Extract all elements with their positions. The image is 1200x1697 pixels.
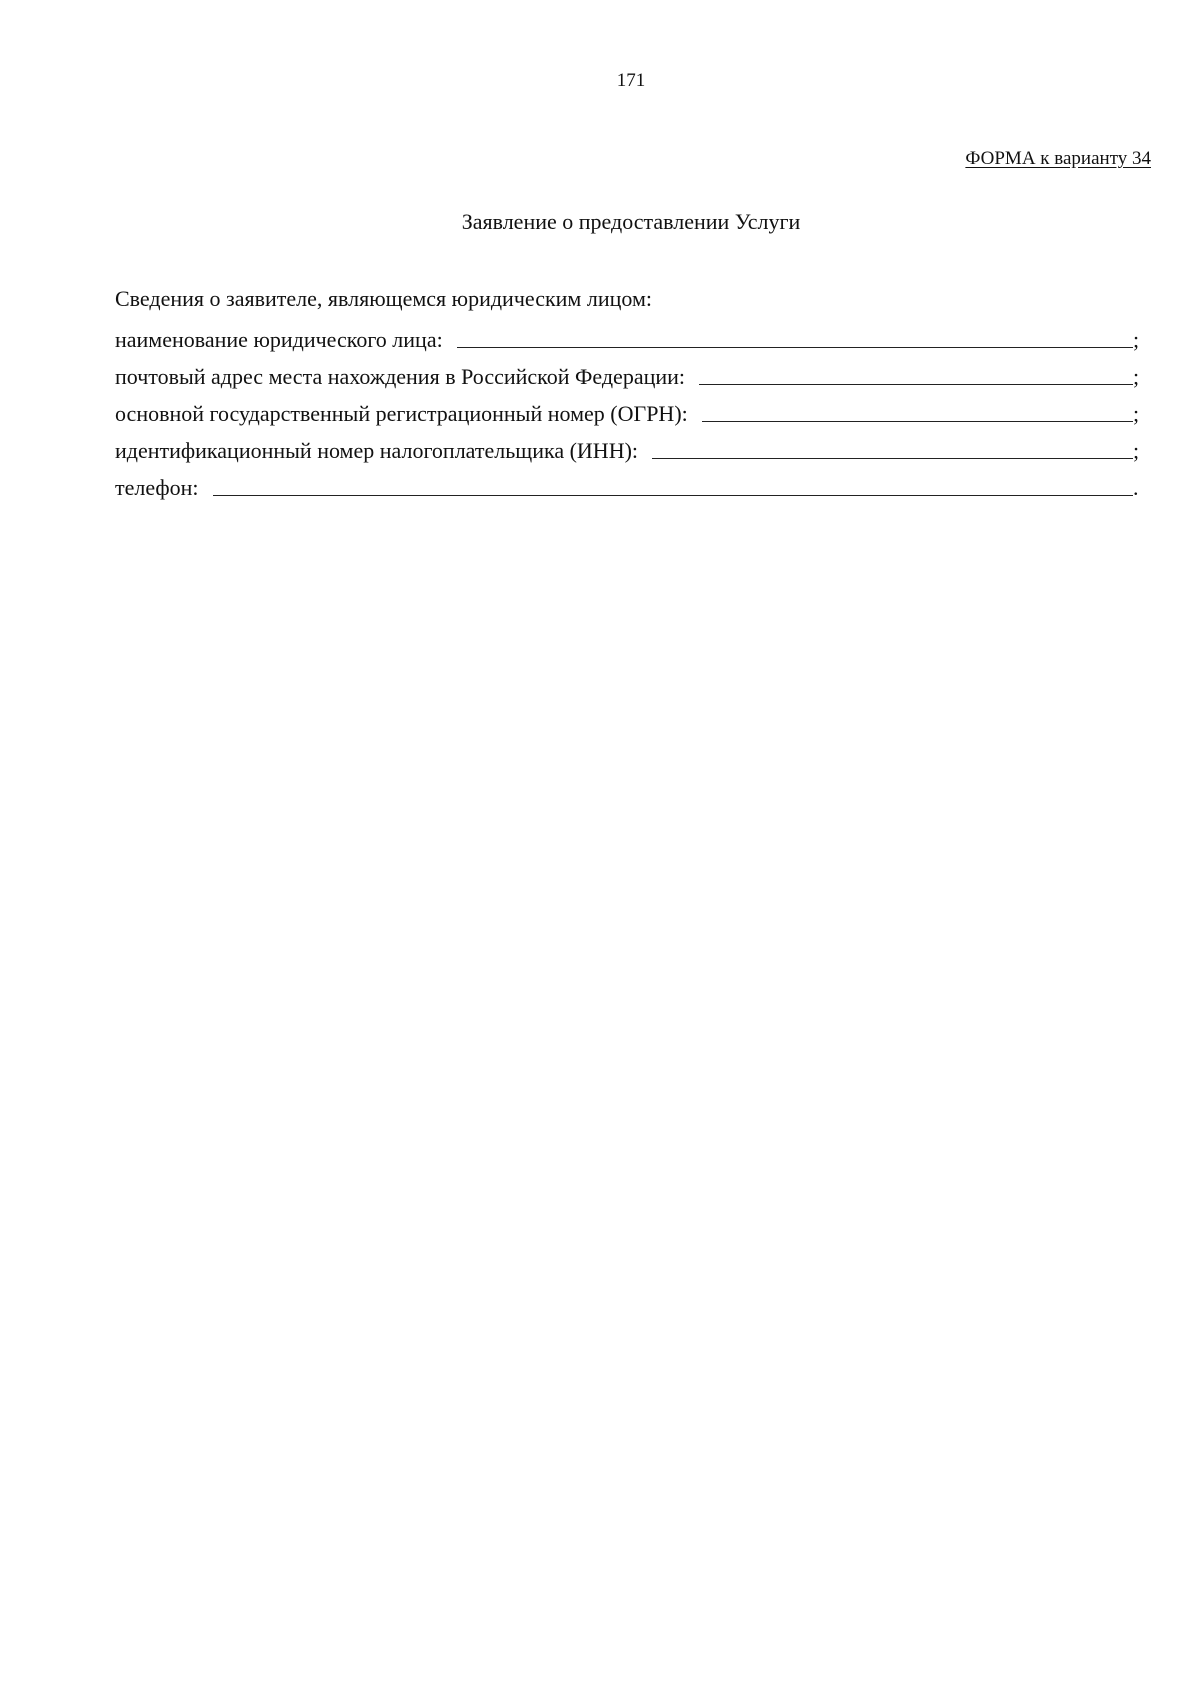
field-row-inn [115, 428, 1143, 465]
ogrn-label: основной государственный регистрационный номер (ОГРН): [115, 401, 688, 426]
postal-address-label: почтовый адрес места нахождения в Российской Федерации: [115, 364, 686, 389]
field-row-legal-entity-name [115, 317, 1143, 354]
ogrn-field[interactable] [702, 401, 1133, 422]
legal-entity-name-field[interactable] [457, 327, 1133, 348]
field-terminator: ; [1133, 401, 1140, 426]
document-title: Заявление о предоставлении Услуги [461, 209, 801, 234]
field-terminator: . [1133, 475, 1139, 500]
page-number: 171 [616, 70, 646, 91]
applicant-info-form [115, 280, 1143, 502]
inn-field[interactable] [652, 438, 1133, 459]
field-terminator: ; [1133, 438, 1140, 463]
form-reference: ФОРМА к варианту 34 [965, 148, 1151, 169]
applicant-section-heading: Сведения о заявителе, являющемся юридическим лицом: [115, 286, 652, 311]
phone-field[interactable] [213, 475, 1133, 496]
field-row-postal-address [115, 354, 1143, 391]
field-terminator: ; [1133, 327, 1140, 352]
phone-label: телефон: [115, 475, 199, 500]
inn-label: идентификационный номер налогоплательщика (ИНН): [115, 438, 639, 463]
field-row-ogrn [115, 391, 1143, 428]
legal-entity-name-label: наименование юридического лица: [115, 327, 443, 352]
field-terminator: ; [1133, 364, 1140, 389]
field-row-phone [115, 465, 1143, 502]
postal-address-field[interactable] [699, 364, 1133, 385]
